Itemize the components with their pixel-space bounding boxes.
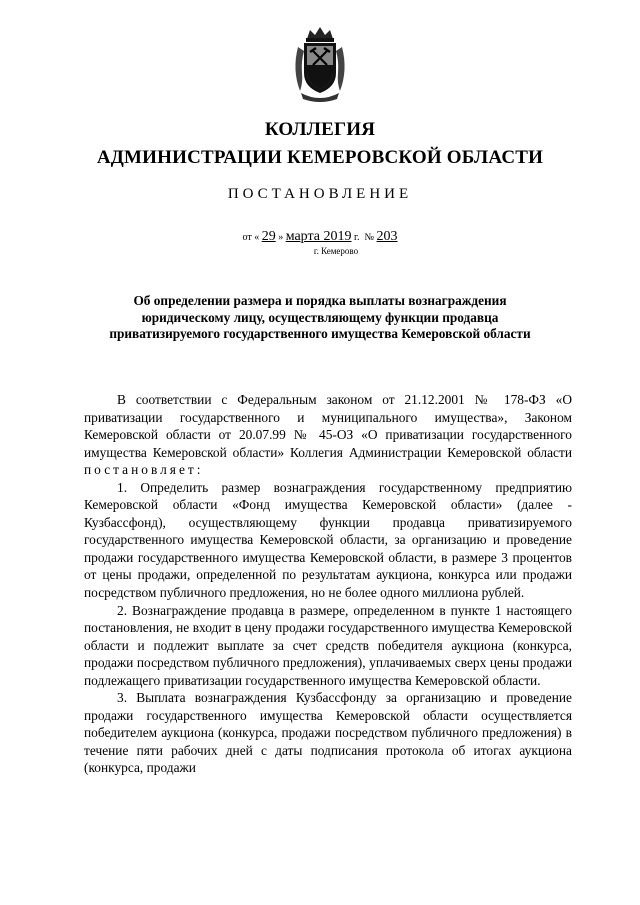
paragraph-1: 1. Определить размер вознаграждения государственному предприятию Кемеровской области «Фонд имущества Кемеровской области» (далее - Кузбассфонд), осуществляющему функции продавца приватизируемого государственного имущества Кемеровской области, за организацию и проведение продажи государственного имущества Кемеровской области, в размере 3 процентов от цены продажи, определенной по результатам аукциона, конкурса или продажи посредством публичного предложения, но не более одного миллиона рублей.	[84, 479, 572, 601]
city: г. Кемерово	[313, 246, 359, 256]
org-name-line2: АДМИНИСТРАЦИИ КЕМЕРОВСКОЙ ОБЛАСТИ	[96, 147, 544, 168]
preamble-text: В соответствии с Федеральным законом от 21.12.2001 № 178-ФЗ «О приватизации государственного и муниципального имущества», Законом Кемеровской области от 20.07.99 № 45-ОЗ «О приватизации государственного имущества Кемеровской области» Коллегия Администрации Кемеровской области	[84, 392, 572, 460]
coat-of-arms-emblem	[291, 25, 349, 103]
paragraph-3: 3. Выплата вознаграждения Кузбассфонду за организацию и проведение продажи государственного имущества Кемеровской области осуществляется победителем аукциона (конкурса, продажи посредством публичного предложения) в течение пяти рабочих дней с даты подписания протокола об итогах аукциона (конкурса, продажи	[84, 690, 572, 776]
paragraph-2: 2. Вознаграждение продавца в размере, определенном в пункте 1 настоящего постановления, не входит в цену продажи государственного имущества Кемеровской области и подлежит выплате за счет средств победителя аукциона (конкурса, продажи посредством публичного предложения), уплачиваемых сверх цены продажи подлежащего приватизации государственного имущества Кемеровской области.	[84, 602, 572, 688]
document-title: Об определении размера и порядка выплаты вознаграждения юридическому лицу, осуществляющему функции продавца приватизируемого государственного имущества Кемеровской области	[109, 293, 531, 341]
date-year-abbr: г.	[354, 232, 360, 243]
preamble-paragraph	[84, 391, 572, 479]
date-close-quote: »	[278, 232, 284, 243]
date-line	[0, 229, 640, 245]
date-prefix: от «	[242, 232, 260, 243]
document-type: ПОСТАНОВЛЕНИЕ	[227, 186, 413, 202]
date-month-year: марта 2019	[285, 229, 352, 244]
document-number: 203	[376, 229, 398, 244]
decree-word: постановляет:	[84, 462, 204, 478]
org-name-line1: КОЛЛЕГИЯ	[264, 119, 376, 140]
date-day: 29	[261, 229, 276, 244]
document-body	[84, 391, 572, 777]
number-sign: №	[364, 232, 375, 243]
